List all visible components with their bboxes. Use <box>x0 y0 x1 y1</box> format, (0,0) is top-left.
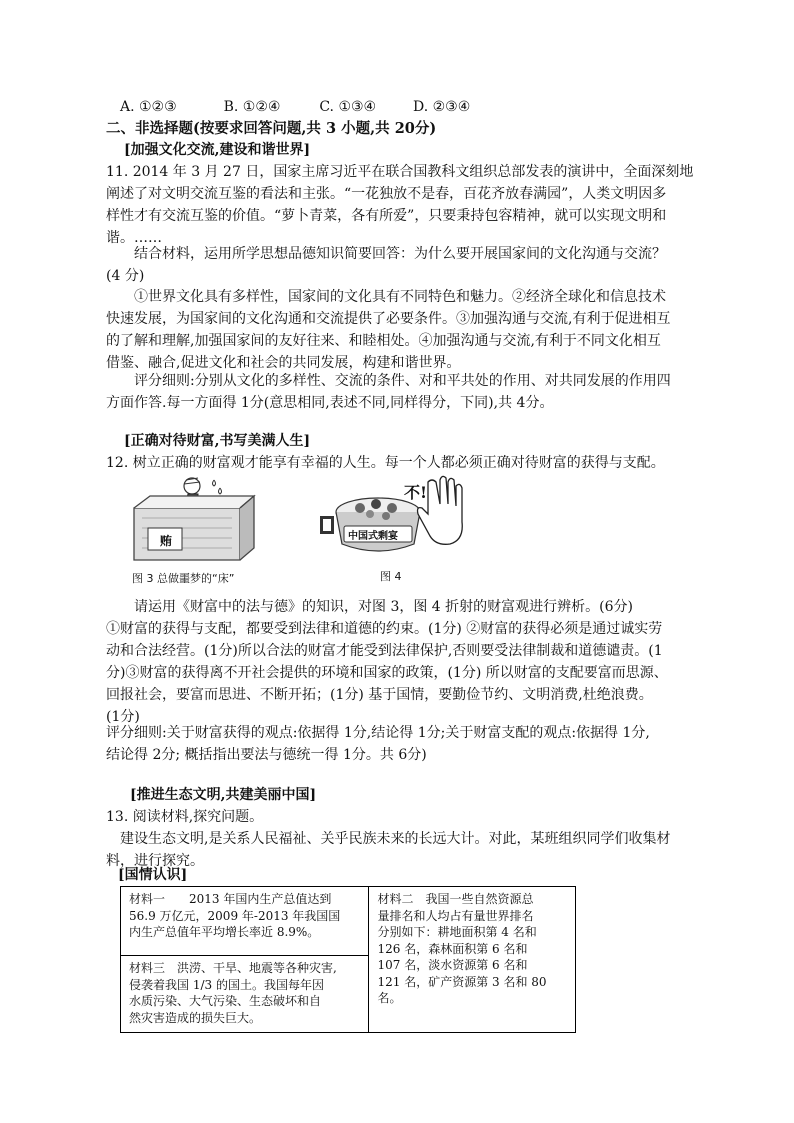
q13-text <box>106 828 670 872</box>
material-2-line: 量排名和人均占有量世界排名 <box>377 908 534 923</box>
q13-intro: 13. 阅读材料,探究问题。 <box>106 809 264 825</box>
material-3-line: 水质污染、大气污染、生态破坏和自 <box>129 994 322 1008</box>
material-2-line: 126 名，森林面积第 6 名和 <box>377 941 528 956</box>
bed-label: 贿 <box>160 534 173 548</box>
material-2-line: 107 名，淡水资源第 6 名和 <box>377 958 528 972</box>
option-a: A. ①②③ <box>120 99 177 115</box>
q12-answer-line: (1分) <box>106 709 140 725</box>
bed-cartoon-image <box>128 474 270 566</box>
q11-text-line: 样性才有交流互鉴的价值。“萝卜青菜，各有所爱”，只要秉持包容精神，就可以实现文明和 <box>106 208 667 224</box>
q11-text-line: 阐述了对文明交流互鉴的看法和主张。“一花独放不是春，百花齐放春满园”，人类文明因多 <box>106 186 667 202</box>
banquet-cartoon-image <box>318 474 468 566</box>
material-1-line: 56.9 万亿元，2009 年-2013 年我国国 <box>129 908 341 923</box>
q12-scoring-line: 结论得 2分; 概括指出要法与德统一得 1分。共 6分) <box>106 747 427 763</box>
figure-3-caption: 图 3 总做噩梦的“床” <box>132 572 235 585</box>
option-b: B. ①②④ <box>223 99 281 115</box>
q12-answer-line: 回报社会，要富而思进、不断开拓；(1分) 基于国情，要勤俭节约、文明消费,杜绝浪费。 <box>106 687 653 703</box>
q11-question <box>106 243 666 287</box>
material-2-line: 121 名，矿产资源第 3 名和 80 <box>377 974 547 989</box>
material-2-line: 名。 <box>377 991 402 1005</box>
q11-scoring <box>106 370 671 414</box>
q12-answer <box>106 618 668 728</box>
q13-subheading: [国情认识] <box>118 867 188 883</box>
q13-text-line: 料，进行探究。 <box>106 853 204 869</box>
q11-question-line: 结合材料，运用所学思想品德知识简要回答：为什么要开展国家间的文化沟通与交流？ <box>134 246 666 262</box>
banquet-shout: 不! <box>404 483 428 502</box>
q11-answer-line: 借鉴、融合,促进文化和社会的共同发展，构建和谐世界。 <box>106 355 461 371</box>
q11-heading: [加强文化交流,建设和谐世界] <box>124 142 311 158</box>
q11-text-line: 11. 2014 年 3 月 27 日，国家主席习近平在联合国教科文组织总部发表的演讲中，全面深刻地 <box>106 164 694 180</box>
q13-text-line: 建设生态文明,是关系人民福祉、关乎民族未来的长远大计。对此，某班组织同学们收集材 <box>120 831 671 847</box>
material-3-line: 然灾害造成的损失巨大。 <box>129 1010 262 1025</box>
q12-scoring-line: 评分细则:关于财富获得的观点:依据得 1分,结论得 1分;关于财富支配的观点:依据得 1分, <box>106 725 650 741</box>
q11-answer-line: 的了解和理解,加强国家间的友好往来、和睦相处。④加强沟通与交流,有利于不同文化相互 <box>106 333 661 349</box>
material-3-line: 侵袭着我国 1/3 的国土。我国每年因 <box>129 977 324 992</box>
banquet-label: 中国式剩宴 <box>348 531 398 542</box>
material-3-line: 材料三 洪涝、干旱、地震等各种灾害, <box>129 961 337 975</box>
figure-4-caption: 图 4 <box>380 570 402 583</box>
material-3-cell <box>121 956 369 1033</box>
q12-answer-line: 动和合法经营。(1分)所以合法的财富才能受到法律保护,否则要受法律制裁和道德谴责。(1 <box>106 643 663 659</box>
option-c: C. ①③④ <box>319 99 377 115</box>
q12-scoring <box>106 722 650 766</box>
q11-question-line: (4 分) <box>106 268 145 284</box>
q12-question: 请运用《财富中的法与德》的知识，对图 3，图 4 折射的财富观进行辨析。(6分) <box>134 599 633 615</box>
material-2-cell <box>369 887 576 1033</box>
q11-answer <box>106 286 670 374</box>
material-1-cell <box>121 887 369 956</box>
q12-heading: [正确对待财富,书写美满人生] <box>124 433 311 449</box>
q11-answer-line: ①世界文化具有多样性，国家间的文化具有不同特色和魅力。②经济全球化和信息技术 <box>134 289 666 305</box>
q11-text <box>106 161 694 249</box>
q11-scoring-line: 方面作答.每一方面得 1分(意思相同,表述不同,同样得分，下同),共 4分。 <box>106 395 554 411</box>
material-1-line: 材料一 2013 年国内生产总值达到 <box>129 892 332 906</box>
material-2-line: 材料二 我国一些自然资源总 <box>377 892 534 906</box>
figure-4 <box>318 474 468 584</box>
q12-answer-line: 分)③财富的获得离不开社会提供的环境和国家的政策，(1分) 所以财富的支配要富而思源、 <box>106 665 668 681</box>
q12-answer-line: ①财富的获得与支配，都要受到法律和道德的约束。(1分) ②财富的获得必须是通过诚实劳 <box>106 621 663 637</box>
q12-intro: 12. 树立正确的财富观才能享有幸福的人生。每一个人都必须正确对待财富的获得与支配。 <box>106 455 665 471</box>
figure-3 <box>128 474 270 584</box>
materials-table <box>120 886 576 1033</box>
option-d: D. ②③④ <box>413 99 471 115</box>
q11-answer-line: 快速发展，为国家间的文化沟通和交流提供了必要条件。③加强沟通与交流,有利于促进相互 <box>106 311 671 327</box>
material-1-line: 内生产总值年平均增长率近 8.9%。 <box>129 925 320 939</box>
options-line <box>120 96 470 118</box>
q11-text-line: 谐。…… <box>106 230 162 246</box>
section-2-title: 二、非选择题(按要求回答问题,共 3 小题,共 20分) <box>106 120 437 137</box>
q13-heading: [推进生态文明,共建美丽中国] <box>130 787 317 803</box>
q11-scoring-line: 评分细则:分别从文化的多样性、交流的条件、对和平共处的作用、对共同发展的作用四 <box>134 373 671 389</box>
material-2-line: 分别如下：耕地面积第 4 名和 <box>377 925 537 939</box>
